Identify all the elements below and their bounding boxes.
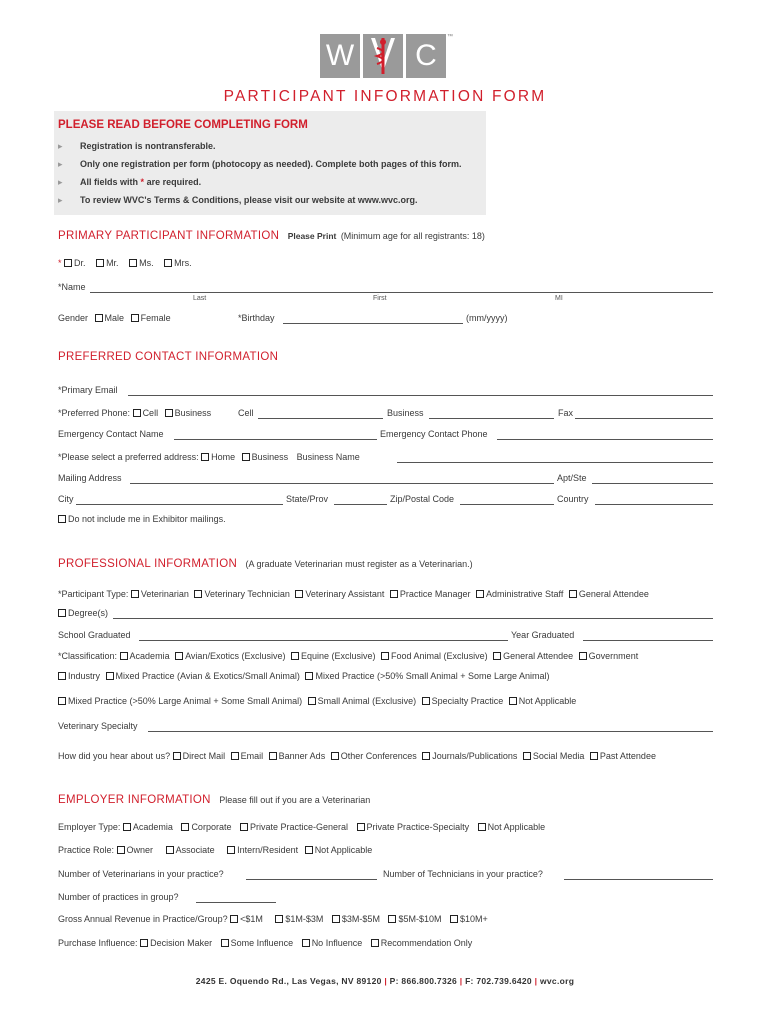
checkbox-icon[interactable] bbox=[381, 652, 389, 660]
checkbox-icon[interactable] bbox=[58, 672, 66, 680]
form-title: PARTICIPANT INFORMATION FORM bbox=[223, 88, 547, 105]
checkbox-icon[interactable] bbox=[166, 846, 174, 854]
apt-label: Apt/Ste bbox=[557, 473, 587, 483]
checkbox-icon[interactable] bbox=[194, 590, 202, 598]
address-home-option[interactable]: Home bbox=[201, 452, 235, 462]
logo-tm: ™ bbox=[447, 34, 453, 40]
primary-email-field[interactable] bbox=[128, 395, 713, 396]
notice-item-3: All fields with * are required. bbox=[80, 177, 202, 187]
checkbox-icon[interactable] bbox=[240, 823, 248, 831]
influence-some[interactable]: Some Influence bbox=[221, 938, 294, 948]
checkbox-icon[interactable] bbox=[58, 697, 66, 705]
hear-other-conferences[interactable]: Other Conferences bbox=[331, 751, 417, 761]
hear-social-media[interactable]: Social Media bbox=[523, 751, 585, 761]
specialty-field[interactable] bbox=[148, 731, 713, 732]
cell-field[interactable] bbox=[258, 418, 383, 419]
hear-direct-mail[interactable]: Direct Mail bbox=[173, 751, 226, 761]
checkbox-icon[interactable] bbox=[390, 590, 398, 598]
checkbox-icon[interactable] bbox=[140, 939, 148, 947]
class-industry[interactable]: Industry bbox=[58, 671, 100, 681]
num-techs-label: Number of Technicians in your practice? bbox=[383, 869, 543, 879]
checkbox-icon[interactable] bbox=[106, 672, 114, 680]
num-techs-field[interactable] bbox=[564, 879, 713, 880]
checkbox-icon[interactable] bbox=[493, 652, 501, 660]
participant-type-row: *Participant Type: Veterinarian Veterinary Technician Veterinary Assistant Practice Manager Administrative Staff General Attendee bbox=[58, 589, 649, 599]
revenue-10m-plus[interactable]: $10M+ bbox=[450, 914, 488, 924]
checkbox-icon[interactable] bbox=[133, 409, 141, 417]
state-label: State/Prov bbox=[286, 494, 329, 504]
name-caption-first: First bbox=[373, 295, 387, 302]
notice-item-1: Registration is nontransferable. bbox=[80, 141, 216, 151]
hear-about-row: How did you hear about us? Direct Mail Email Banner Ads Other Conferences Journals/Publications Social Media Past Attendee bbox=[58, 751, 656, 761]
business-name-field[interactable] bbox=[397, 462, 713, 463]
role-intern-resident[interactable]: Intern/Resident bbox=[227, 845, 298, 855]
business-phone-label: Business bbox=[387, 408, 424, 418]
checkbox-icon[interactable] bbox=[131, 314, 139, 322]
hear-past-attendee[interactable]: Past Attendee bbox=[590, 751, 656, 761]
checkbox-icon[interactable] bbox=[305, 672, 313, 680]
notice-item: ▸ bbox=[58, 177, 63, 187]
mailing-address-label: Mailing Address bbox=[58, 473, 122, 483]
name-caption-last: Last bbox=[193, 295, 207, 302]
checkbox-icon[interactable] bbox=[58, 609, 66, 617]
name-field[interactable] bbox=[90, 292, 713, 293]
role-associate[interactable]: Associate bbox=[166, 845, 215, 855]
checkbox-icon[interactable] bbox=[173, 752, 181, 760]
class-mixed-large-small[interactable]: Mixed Practice (>50% Large Animal + Some Small Animal) bbox=[58, 696, 302, 706]
title-mr[interactable]: Mr. bbox=[96, 258, 119, 268]
city-label: City bbox=[58, 494, 74, 504]
zip-field[interactable] bbox=[460, 504, 554, 505]
checkbox-icon[interactable] bbox=[269, 752, 277, 760]
state-field[interactable] bbox=[334, 504, 387, 505]
class-academia[interactable]: Academia bbox=[120, 651, 170, 661]
checkbox-icon[interactable] bbox=[117, 846, 125, 854]
zip-label: Zip/Postal Code bbox=[390, 494, 455, 504]
logo-caduceus bbox=[363, 34, 403, 78]
checkbox-icon[interactable] bbox=[569, 590, 577, 598]
title-dr[interactable]: Dr. bbox=[64, 258, 86, 268]
contact-heading: PREFERRED CONTACT INFORMATION bbox=[58, 351, 279, 363]
checkbox-icon[interactable] bbox=[295, 590, 303, 598]
logo-letter-w: W bbox=[320, 34, 360, 78]
class-mixed-avian-small[interactable]: Mixed Practice (Avian & Exotics/Small Animal) bbox=[106, 671, 300, 681]
mailing-address-field[interactable] bbox=[130, 483, 554, 484]
employer-not-applicable[interactable]: Not Applicable bbox=[478, 822, 546, 832]
checkbox-icon[interactable] bbox=[181, 823, 189, 831]
name-label: *Name bbox=[58, 282, 86, 292]
emergency-phone-field[interactable] bbox=[497, 439, 713, 440]
num-practices-field[interactable] bbox=[196, 902, 276, 903]
preferred-address-row: *Please select a preferred address: Home Business Business Name bbox=[58, 452, 360, 462]
phone-business-option[interactable]: Business bbox=[165, 408, 212, 418]
footer-phone: P: 866.800.7326 bbox=[389, 976, 458, 986]
class-not-applicable[interactable]: Not Applicable bbox=[509, 696, 577, 706]
checkbox-icon[interactable] bbox=[422, 752, 430, 760]
role-owner[interactable]: Owner bbox=[117, 845, 154, 855]
checkbox-icon[interactable] bbox=[201, 453, 209, 461]
business-phone-field[interactable] bbox=[429, 418, 554, 419]
gender-row: Gender Male Female bbox=[58, 313, 171, 323]
title-options: * Dr. Mr. Ms. Mrs. bbox=[58, 258, 192, 268]
employer-academia[interactable]: Academia bbox=[123, 822, 173, 832]
year-label: Year Graduated bbox=[511, 630, 575, 640]
title-ms[interactable]: Ms. bbox=[129, 258, 154, 268]
checkbox-icon[interactable] bbox=[523, 752, 531, 760]
checkbox-icon[interactable] bbox=[58, 515, 66, 523]
class-food-animal[interactable]: Food Animal (Exclusive) bbox=[381, 651, 488, 661]
checkbox-icon[interactable] bbox=[231, 752, 239, 760]
checkbox-icon[interactable] bbox=[302, 939, 310, 947]
type-admin-staff[interactable]: Administrative Staff bbox=[476, 589, 563, 599]
type-practice-manager[interactable]: Practice Manager bbox=[390, 589, 471, 599]
checkbox-icon[interactable] bbox=[478, 823, 486, 831]
checkbox-icon[interactable] bbox=[242, 453, 250, 461]
checkbox-icon[interactable] bbox=[95, 314, 103, 322]
footer-website: wvc.org bbox=[539, 976, 575, 986]
hear-email[interactable]: Email bbox=[231, 751, 264, 761]
apt-field[interactable] bbox=[592, 483, 713, 484]
birthday-format: (mm/yyyy) bbox=[466, 313, 508, 323]
checkbox-icon[interactable] bbox=[371, 939, 379, 947]
logo-letter-c: C bbox=[406, 34, 446, 78]
emergency-name-label: Emergency Contact Name bbox=[58, 429, 164, 439]
revenue-3m-5m[interactable]: $3M-$5M bbox=[332, 914, 380, 924]
purchase-influence-row: Purchase Influence: Decision Maker Some Influence No Influence Recommendation Only bbox=[58, 938, 473, 948]
hear-journals[interactable]: Journals/Publications bbox=[422, 751, 517, 761]
footer-address: 2425 E. Oquendo Rd., Las Vegas, NV 89120 bbox=[195, 976, 382, 986]
employer-section-header: EMPLOYER INFORMATION Please fill out if you are a Veterinarian bbox=[58, 794, 371, 806]
checkbox-icon[interactable] bbox=[64, 259, 72, 267]
classification-row-1: *Classification: Academia Avian/Exotics (Exclusive) Equine (Exclusive) Food Animal (Exclusive) General Attendee Government bbox=[58, 651, 639, 661]
checkbox-icon[interactable] bbox=[579, 652, 587, 660]
classification-row-2 bbox=[58, 671, 550, 681]
checkbox-icon[interactable] bbox=[120, 652, 128, 660]
checkbox-icon[interactable] bbox=[165, 409, 173, 417]
num-practices-label: Number of practices in group? bbox=[58, 892, 179, 902]
type-vet-tech[interactable]: Veterinary Technician bbox=[194, 589, 289, 599]
class-government[interactable]: Government bbox=[579, 651, 639, 661]
checkbox-icon[interactable] bbox=[227, 846, 235, 854]
gender-male[interactable]: Male bbox=[95, 313, 125, 323]
checkbox-icon[interactable] bbox=[422, 697, 430, 705]
role-not-applicable[interactable]: Not Applicable bbox=[305, 845, 373, 855]
footer-fax: F: 702.739.6420 bbox=[465, 976, 532, 986]
num-vets-label: Number of Veterinarians in your practice? bbox=[58, 869, 224, 879]
checkbox-icon[interactable] bbox=[131, 590, 139, 598]
checkbox-icon[interactable] bbox=[275, 915, 283, 923]
notice-item-2: Only one registration per form (photocopy as needed). Complete both pages of this form. bbox=[80, 159, 462, 169]
country-label: Country bbox=[557, 494, 589, 504]
employer-private-general[interactable]: Private Practice-General bbox=[240, 822, 348, 832]
checkbox-icon[interactable] bbox=[129, 259, 137, 267]
practice-role-row: Practice Role: Owner Associate Intern/Resident Not Applicable bbox=[58, 845, 373, 855]
city-field[interactable] bbox=[76, 504, 283, 505]
title-mrs[interactable]: Mrs. bbox=[164, 258, 192, 268]
hear-banner-ads[interactable]: Banner Ads bbox=[269, 751, 326, 761]
checkbox-icon[interactable] bbox=[164, 259, 172, 267]
revenue-under-1m[interactable]: <$1M bbox=[230, 914, 263, 924]
degrees-field[interactable] bbox=[113, 618, 713, 619]
checkbox-icon[interactable] bbox=[357, 823, 365, 831]
checkbox-icon[interactable] bbox=[305, 846, 313, 854]
school-field[interactable] bbox=[139, 640, 508, 641]
checkbox-icon[interactable] bbox=[308, 697, 316, 705]
revenue-1m-3m[interactable]: $1M-$3M bbox=[275, 914, 323, 924]
class-specialty-practice[interactable]: Specialty Practice bbox=[422, 696, 504, 706]
revenue-5m-10m[interactable]: $5M-$10M bbox=[388, 914, 441, 924]
logo bbox=[320, 34, 453, 78]
cell-label: Cell bbox=[238, 408, 254, 418]
emergency-name-field[interactable] bbox=[174, 439, 377, 440]
birthday-field[interactable] bbox=[283, 323, 463, 324]
type-general-attendee[interactable]: General Attendee bbox=[569, 589, 649, 599]
checkbox-icon[interactable] bbox=[221, 939, 229, 947]
checkbox-icon[interactable] bbox=[123, 823, 131, 831]
fax-field[interactable] bbox=[575, 418, 713, 419]
notice-item: ▸ bbox=[58, 159, 63, 169]
country-field[interactable] bbox=[595, 504, 713, 505]
checkbox-icon[interactable] bbox=[331, 752, 339, 760]
address-business-option[interactable]: Business bbox=[242, 452, 289, 462]
checkbox-icon[interactable] bbox=[291, 652, 299, 660]
classification-row-3 bbox=[58, 696, 576, 706]
school-label: School Graduated bbox=[58, 630, 131, 640]
type-veterinarian[interactable]: Veterinarian bbox=[131, 589, 189, 599]
notice-heading: PLEASE READ BEFORE COMPLETING FORM bbox=[58, 119, 308, 131]
checkbox-icon[interactable] bbox=[476, 590, 484, 598]
emergency-phone-label: Emergency Contact Phone bbox=[380, 429, 488, 439]
phone-cell-option[interactable]: Cell bbox=[133, 408, 159, 418]
checkbox-icon[interactable] bbox=[332, 915, 340, 923]
employer-private-specialty[interactable]: Private Practice-Specialty bbox=[357, 822, 470, 832]
employer-corporate[interactable]: Corporate bbox=[181, 822, 231, 832]
influence-none[interactable]: No Influence bbox=[302, 938, 363, 948]
influence-decision-maker[interactable]: Decision Maker bbox=[140, 938, 212, 948]
checkbox-icon[interactable] bbox=[96, 259, 104, 267]
employer-type-row: Employer Type: Academia Corporate Private Practice-General Private Practice-Specialty Not Applicable bbox=[58, 822, 546, 832]
degrees-checkbox[interactable]: Degree(s) bbox=[58, 608, 108, 618]
checkbox-icon[interactable] bbox=[175, 652, 183, 660]
type-vet-assistant[interactable]: Veterinary Assistant bbox=[295, 589, 384, 599]
preferred-phone-row: *Preferred Phone: Cell Business bbox=[58, 408, 212, 418]
num-vets-field[interactable] bbox=[246, 879, 377, 880]
class-small-animal[interactable]: Small Animal (Exclusive) bbox=[308, 696, 417, 706]
notice-item: ▸ bbox=[58, 141, 63, 151]
specialty-label: Veterinary Specialty bbox=[58, 721, 138, 731]
class-mixed-small-large[interactable]: Mixed Practice (>50% Small Animal + Some Large Animal) bbox=[305, 671, 549, 681]
checkbox-icon[interactable] bbox=[509, 697, 517, 705]
checkbox-icon[interactable] bbox=[590, 752, 598, 760]
footer: 2425 E. Oquendo Rd., Las Vegas, NV 89120 | P: 866.800.7326 | F: 702.739.6420 | wvc.org bbox=[195, 976, 575, 986]
fax-label: Fax bbox=[558, 408, 574, 418]
gender-female[interactable]: Female bbox=[131, 313, 171, 323]
class-general-attendee[interactable]: General Attendee bbox=[493, 651, 573, 661]
revenue-row: Gross Annual Revenue in Practice/Group? <$1M $1M-$3M $3M-$5M $5M-$10M $10M+ bbox=[58, 914, 488, 924]
notice-item: ▸ bbox=[58, 195, 63, 205]
checkbox-icon[interactable] bbox=[450, 915, 458, 923]
class-avian-exotics[interactable]: Avian/Exotics (Exclusive) bbox=[175, 651, 285, 661]
primary-section-header: PRIMARY PARTICIPANT INFORMATION Please Print (Minimum age for all registrants: 18) bbox=[58, 230, 485, 242]
class-equine[interactable]: Equine (Exclusive) bbox=[291, 651, 376, 661]
birthday-label: *Birthday bbox=[238, 313, 275, 323]
exhibitor-optout-checkbox[interactable]: Do not include me in Exhibitor mailings. bbox=[58, 514, 226, 524]
checkbox-icon[interactable] bbox=[388, 915, 396, 923]
influence-recommendation[interactable]: Recommendation Only bbox=[371, 938, 473, 948]
name-caption-mi: MI bbox=[555, 295, 563, 302]
year-field[interactable] bbox=[583, 640, 713, 641]
notice-item-4: To review WVC's Terms & Conditions, please visit our website at www.wvc.org. bbox=[80, 195, 418, 205]
primary-email-label: *Primary Email bbox=[58, 385, 118, 395]
professional-section-header: PROFESSIONAL INFORMATION (A graduate Veterinarian must register as a Veterinarian.) bbox=[58, 558, 473, 570]
primary-heading: PRIMARY PARTICIPANT INFORMATION bbox=[58, 230, 280, 242]
checkbox-icon[interactable] bbox=[230, 915, 238, 923]
